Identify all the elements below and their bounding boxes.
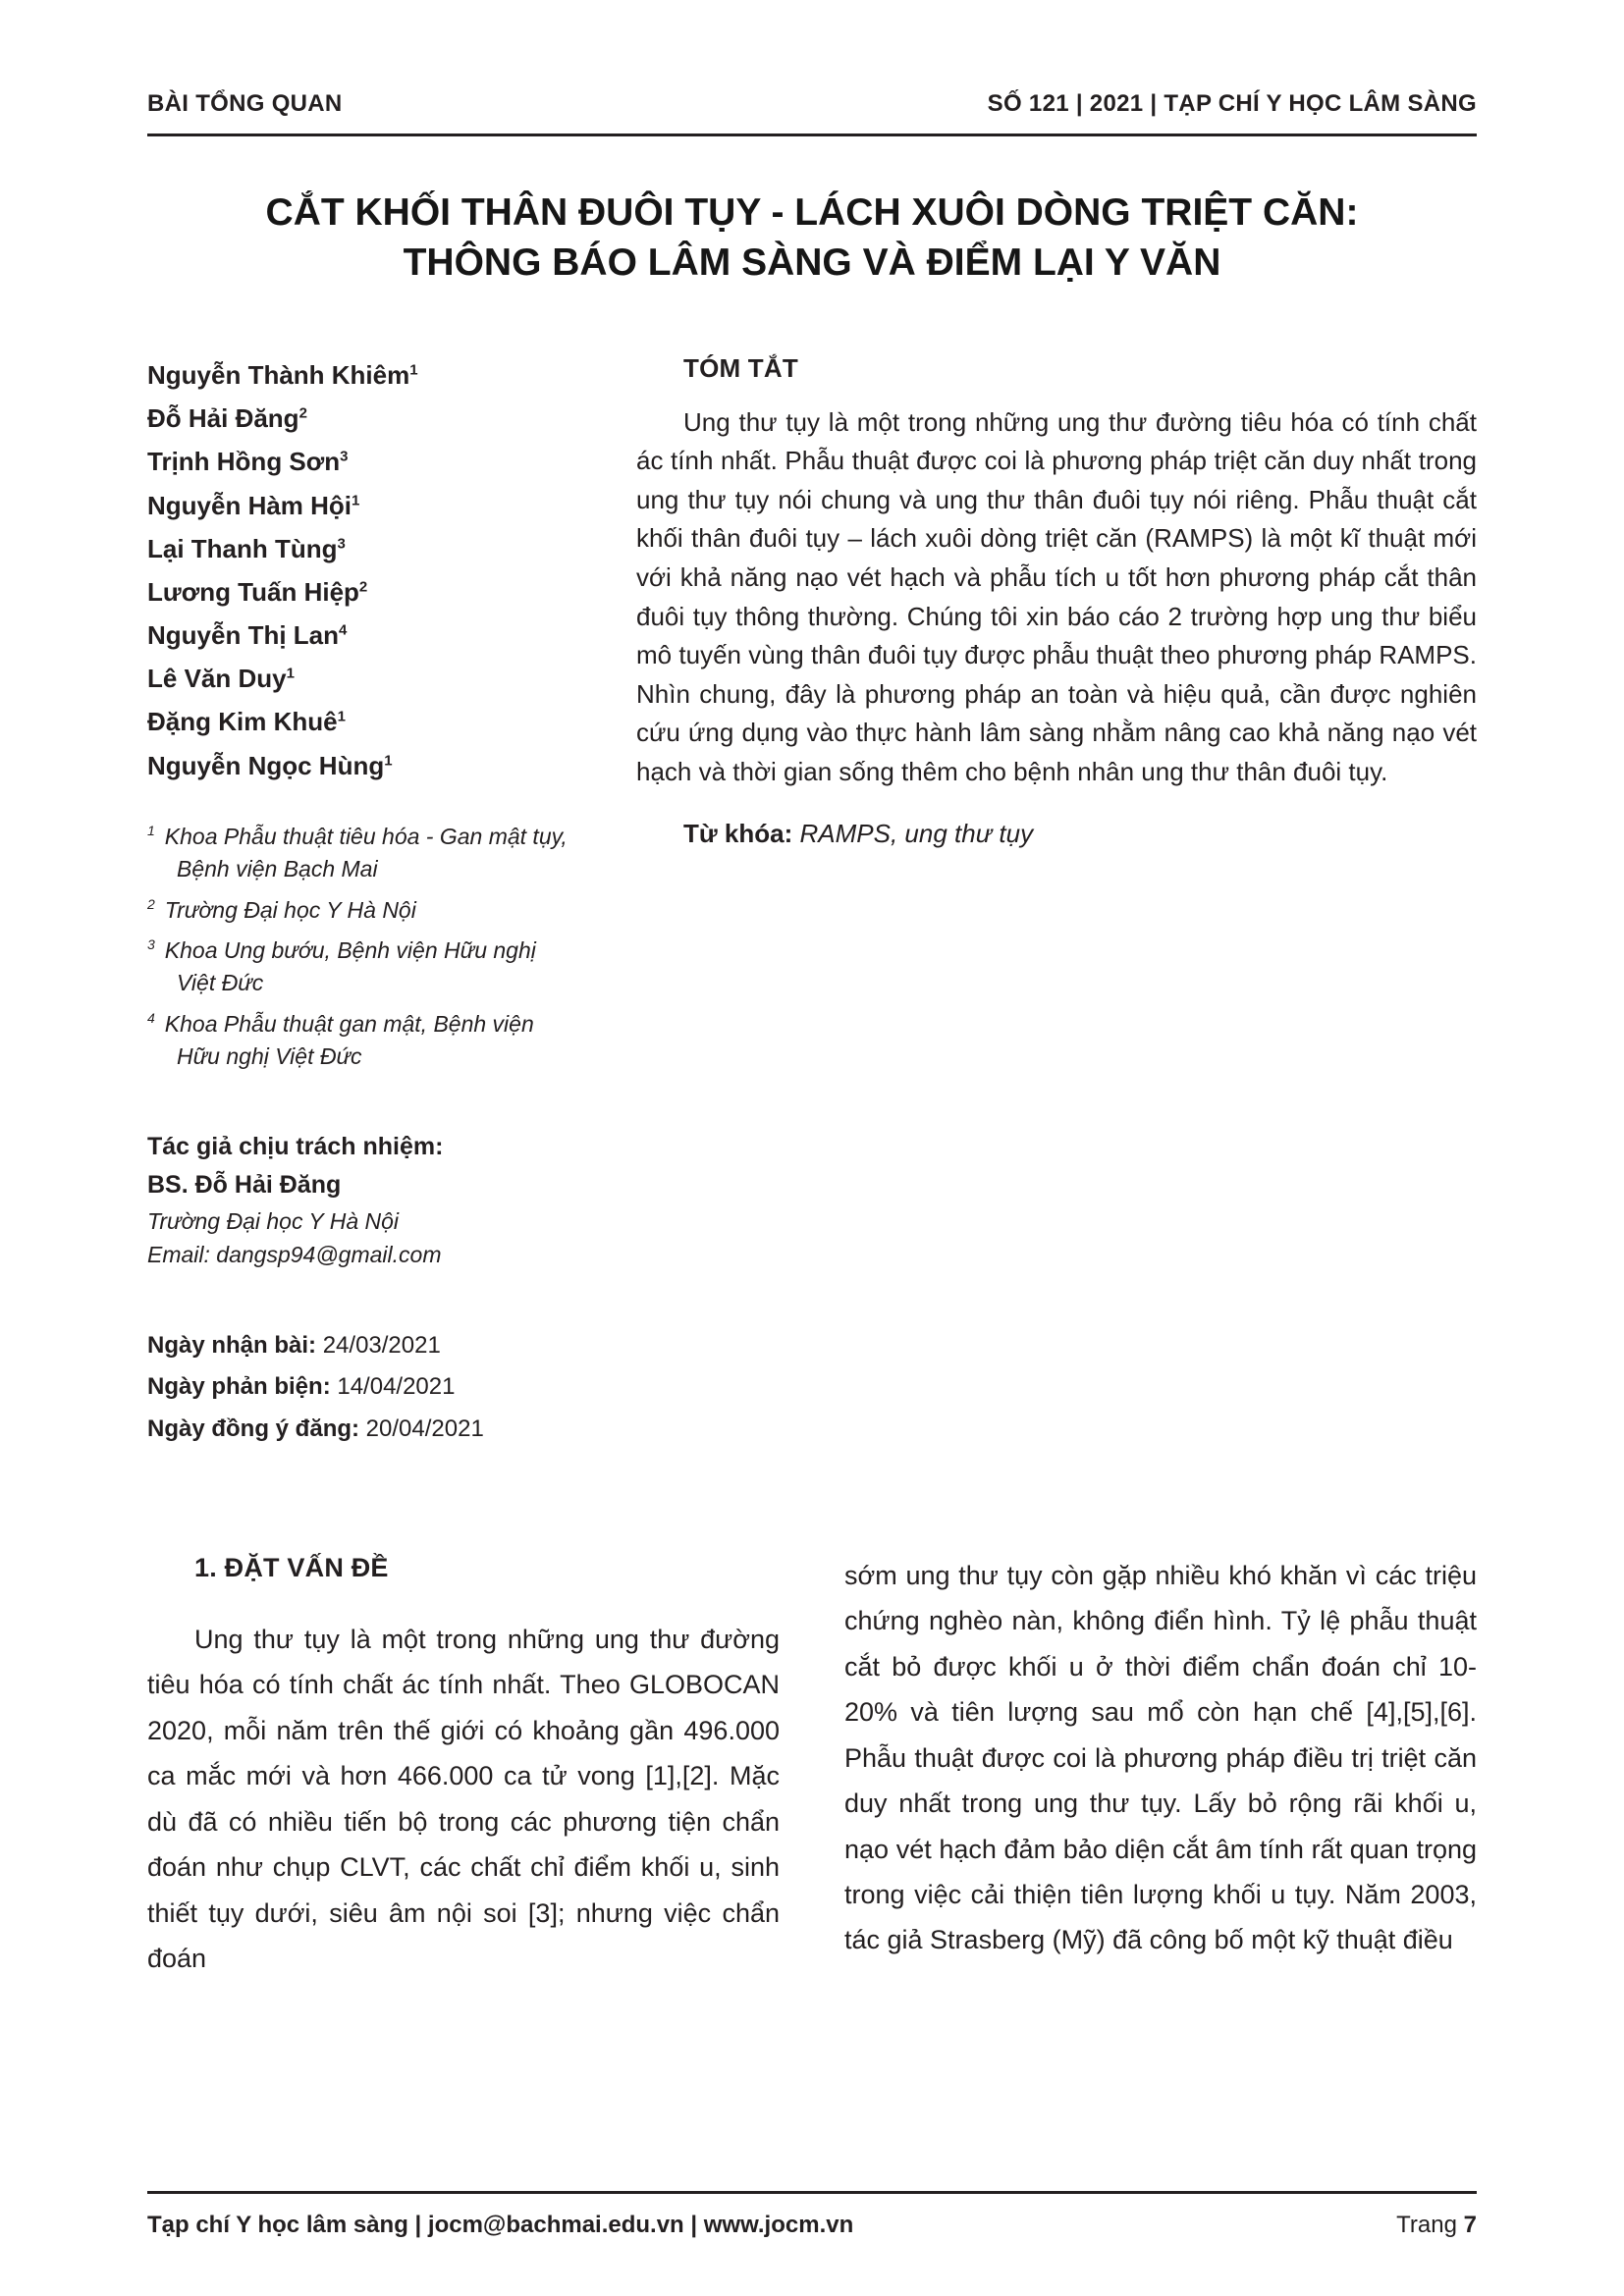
affiliation-text: Khoa Phẫu thuật tiêu hóa - Gan mật tụy, Bệnh viện Bạch Mai (164, 823, 568, 882)
author-superscript: 1 (409, 361, 418, 379)
introduction-section (147, 1553, 1477, 1982)
author-name: Nguyễn Hàm Hội (147, 490, 352, 520)
header-divider (147, 133, 1477, 136)
article-title-line1: CẮT KHỐI THÂN ĐUÔI TỤY - LÁCH XUÔI DÒNG TRIỆT CĂN: (265, 191, 1359, 234)
keywords-line (636, 819, 1477, 849)
author-info-column (147, 353, 579, 1451)
page-label: Trang (1396, 2212, 1457, 2238)
abstract-heading: TÓM TẮT (683, 352, 798, 383)
affiliation-text: Khoa Ung bướu, Bệnh viện Hữu nghị Việt Đức (164, 936, 536, 996)
article-title-line2: THÔNG BÁO LÂM SÀNG VÀ ĐIỂM LẠI Y VĂN (403, 241, 1221, 285)
abstract-body: Ung thư tụy là một trong những ung thư đường tiêu hóa có tính chất ác tính nhất. Phẫu thuật được coi là phương pháp triệt căn duy nhất trong ung thư tụy nói chung và ung thư thân đuôi tụy nói riêng. Phẫu thuật cắt khối thân đuôi tụy – lách xuôi dòng triệt căn (RAMPS) là một kĩ thuật mới với khả năng nạo vét hạch và phẫu tích u tốt hơn phương pháp cắt thân đuôi tụy thông thường. Chúng tôi xin báo cáo 2 trường hợp ung thư biểu mô tuyến vùng thân đuôi tụy được phẫu thuật theo phương pháp RAMPS. Nhìn chung, đây là phương pháp an toàn và hiệu quả, cần được nghiên cứu ứng dụng vào thực hành lâm sàng nhằm nâng cao khả năng nạo vét hạch và thời gian sống thêm cho bệnh nhân ung thư thân đuôi tụy. (636, 406, 1477, 786)
author (147, 440, 579, 483)
correspondence-organization: Trường Đại học Y Hà Nội (147, 1207, 400, 1234)
author-superscript: 3 (340, 448, 349, 465)
correspondence-author-name: BS. Đỗ Hải Đăng (147, 1170, 342, 1199)
title-page-columns (147, 353, 1477, 1451)
page-header (147, 90, 1477, 118)
affiliation-superscript: 3 (147, 936, 155, 953)
page-number-block (1396, 2212, 1477, 2239)
introduction-paragraph-left: Ung thư tụy là một trong những ung thư đường tiêu hóa có tính chất ác tính nhất. Theo GLOBOCAN 2020, mỗi năm trên thế giới có khoảng gần 496.000 ca mắc mới và hơn 466.000 ca tử vong [1],[2]. Mặc dù đã có nhiều tiến bộ trong các phương tiện chẩn đoán như chụp CLVT, các chất chỉ điểm khối u, sinh thiết tụy dưới, siêu âm nội soi [3]; nhưng việc chẩn đoán (147, 1624, 780, 1973)
author (147, 614, 579, 657)
author-superscript: 1 (352, 491, 360, 508)
date-accepted (147, 1409, 579, 1451)
keywords-value: RAMPS, ung thư tụy (799, 819, 1034, 849)
affiliation-item (147, 821, 579, 886)
dates-block (147, 1325, 579, 1451)
author (147, 570, 579, 614)
author-superscript: 3 (337, 535, 346, 553)
author (147, 744, 579, 787)
date-reviewed (147, 1366, 579, 1409)
author (147, 700, 579, 743)
author (147, 353, 579, 397)
introduction-column-left (147, 1553, 780, 1982)
author-name: Đặng Kim Khuê (147, 707, 338, 737)
date-value: 14/04/2021 (337, 1373, 456, 1401)
author (147, 527, 579, 570)
author (147, 397, 579, 440)
author-name: Nguyễn Thị Lan (147, 620, 339, 651)
affiliation-text: Trường Đại học Y Hà Nội (164, 896, 416, 923)
author-name: Nguyễn Ngọc Hùng (147, 750, 385, 780)
affiliation-superscript: 4 (147, 1009, 155, 1026)
affiliation-superscript: 2 (147, 895, 155, 912)
date-label: Ngày nhận bài: (147, 1331, 317, 1359)
author-name: Lại Thanh Tùng (147, 533, 338, 563)
article-title (147, 187, 1477, 289)
date-label: Ngày đồng ý đăng: (147, 1415, 359, 1443)
author-list (147, 353, 579, 787)
author-name: Đỗ Hải Đăng (147, 403, 299, 434)
author-name: Lương Tuấn Hiệp (147, 576, 359, 607)
author-superscript: 4 (339, 621, 348, 639)
date-value: 20/04/2021 (365, 1415, 484, 1443)
page-number: 7 (1463, 2212, 1477, 2238)
author-superscript: 1 (337, 708, 346, 725)
journal-footer-info: Tạp chí Y học lâm sàng | jocm@bachmai.edu.vn | www.jocm.vn (147, 2212, 854, 2238)
author-superscript: 2 (358, 578, 368, 596)
affiliation-list (147, 821, 579, 1073)
section-heading: 1. ĐẶT VẤN ĐỀ (194, 1552, 389, 1582)
correspondence-email: Email: dangsp94@gmail.com (147, 1242, 442, 1268)
introduction-paragraph-right: sớm ung thư tụy còn gặp nhiều khó khăn vì các triệu chứng nghèo nàn, không điển hình. Tỷ lệ phẫu thuật cắt bỏ được khối u ở thời điểm chẩn đoán chỉ 10-20% và tiên lượng sau mổ còn hạn chế [4],[5],[6]. Phẫu thuật được coi là phương pháp điều trị triệt căn duy nhất trong ung thư tụy. Lấy bỏ rộng rãi khối u, nạo vét hạch đảm bảo diện cắt âm tính rất quan trọng trong việc cải thiện tiên lượng khối u tụy. Năm 2003, tác giả Strasberg (Mỹ) đã công bố một kỹ thuật điều (844, 1560, 1477, 1955)
author-superscript: 1 (286, 665, 295, 682)
journal-issue-label: SỐ 121 | 2021 | TẠP CHÍ Y HỌC LÂM SÀNG (987, 90, 1477, 117)
author-name: Trịnh Hồng Sơn (147, 447, 341, 477)
introduction-column-right (844, 1553, 1477, 1982)
author (147, 657, 579, 700)
author-superscript: 2 (298, 404, 307, 422)
correspondence-label: Tác giả chịu trách nhiệm: (147, 1133, 444, 1161)
correspondence-block (147, 1128, 579, 1272)
author-superscript: 1 (384, 751, 393, 769)
page-footer (147, 2191, 1477, 2239)
author-name: Nguyễn Thành Khiêm (147, 359, 410, 390)
abstract-column (636, 353, 1477, 1451)
article-type-label: BÀI TỔNG QUAN (147, 90, 343, 117)
affiliation-item (147, 894, 579, 927)
date-received (147, 1325, 579, 1367)
author-name: Lê Văn Duy (147, 664, 287, 694)
affiliation-item (147, 934, 579, 1000)
affiliation-text: Khoa Phẫu thuật gan mật, Bệnh viện Hữu nghị Việt Đức (164, 1010, 534, 1069)
date-value: 24/03/2021 (322, 1331, 441, 1359)
affiliation-superscript: 1 (147, 823, 155, 839)
author (147, 484, 579, 527)
keywords-label: Từ khóa: (683, 819, 793, 849)
date-label: Ngày phản biện: (147, 1373, 331, 1401)
affiliation-item (147, 1008, 579, 1074)
